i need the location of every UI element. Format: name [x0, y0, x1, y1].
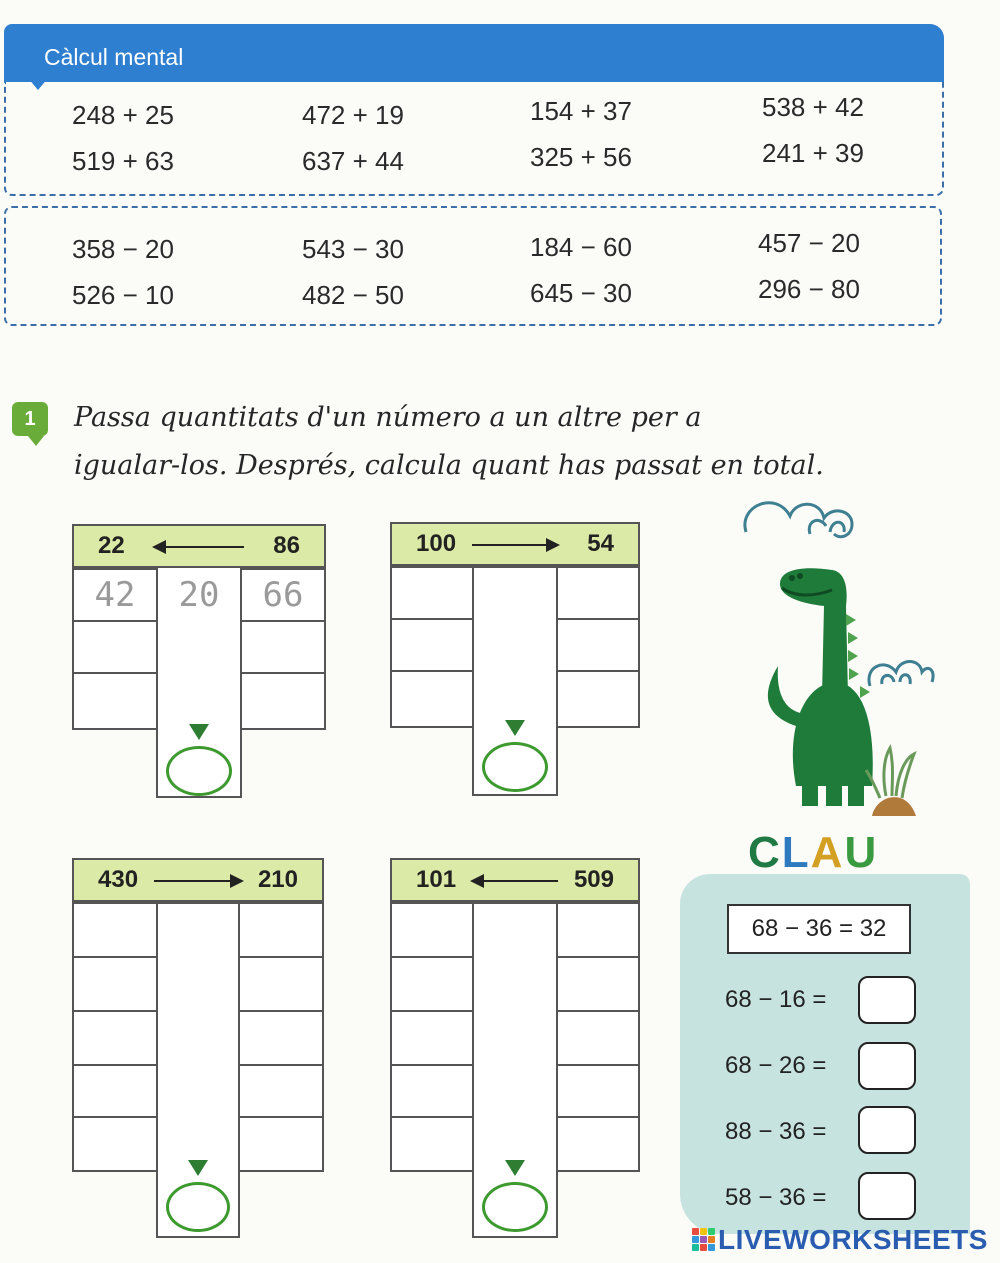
clau-expression: 88 − 36 = — [725, 1118, 827, 1145]
mental-expression: 526 − 10 — [72, 280, 174, 310]
mental-expression: 543 − 30 — [302, 234, 404, 264]
answer-cell[interactable] — [556, 566, 640, 620]
mental-expression: 519 + 63 — [72, 146, 174, 176]
total-circle[interactable] — [482, 1182, 548, 1232]
arrow-right-icon — [472, 544, 558, 546]
answer-cell[interactable] — [390, 1064, 474, 1118]
answer-cell[interactable] — [72, 1064, 158, 1118]
answer-cell[interactable] — [72, 902, 158, 958]
down-triangle-icon — [505, 1160, 525, 1176]
mental-expression: 325 + 56 — [530, 142, 632, 172]
right-number: 54 — [587, 530, 614, 557]
answer-cell[interactable] — [556, 902, 640, 958]
total-circle[interactable] — [166, 746, 232, 796]
answer-cell[interactable] — [556, 618, 640, 672]
answer-cell[interactable] — [238, 1064, 324, 1118]
mental-expression: 637 + 44 — [302, 146, 404, 176]
mental-expression: 154 + 37 — [530, 96, 632, 126]
instruction-line-2: igualar-los. Després, calcula quant has passat en total. — [74, 450, 824, 481]
left-number: 22 — [98, 532, 125, 559]
answer-cell[interactable] — [390, 1010, 474, 1066]
clau-title — [748, 828, 878, 878]
mental-expression: 472 + 19 — [302, 100, 404, 130]
arrow-right-icon — [154, 880, 242, 882]
mental-expression: 457 − 20 — [758, 228, 860, 258]
answer-cell[interactable] — [72, 1010, 158, 1066]
total-circle[interactable] — [482, 742, 548, 792]
mental-math-title: Càlcul mental — [44, 44, 184, 70]
answer-cell[interactable] — [390, 956, 474, 1012]
answer-cell[interactable] — [556, 1116, 640, 1172]
table-header — [72, 524, 326, 568]
answer-cell[interactable] — [556, 1064, 640, 1118]
dinosaur-illustration — [736, 486, 946, 826]
answer-cell[interactable] — [556, 1010, 640, 1066]
answer-cell[interactable] — [240, 672, 326, 730]
down-triangle-icon — [505, 720, 525, 736]
left-number: 101 — [416, 866, 457, 893]
clau-expression: 68 − 16 = — [725, 986, 827, 1013]
left-number: 430 — [98, 866, 139, 893]
down-triangle-icon — [188, 1160, 208, 1176]
mental-expression: 645 − 30 — [530, 278, 632, 308]
answer-cell[interactable] — [556, 670, 640, 728]
answer-cell[interactable] — [390, 670, 474, 728]
arrow-left-icon — [154, 546, 244, 548]
answer-cell[interactable] — [390, 902, 474, 958]
clau-answer-box[interactable] — [858, 1172, 916, 1220]
answer-cell[interactable] — [238, 902, 324, 958]
answer-cell[interactable]: 42 — [72, 568, 158, 622]
clau-answer-box[interactable] — [858, 1042, 916, 1090]
liveworksheets-logo-icon — [692, 1228, 714, 1252]
instruction-line-1: Passa quantitats d'un número a un altre per a — [74, 402, 702, 433]
answer-cell[interactable] — [390, 566, 474, 620]
clau-answer-box[interactable] — [858, 976, 916, 1024]
exercise-number-badge: 1 — [12, 402, 48, 436]
arrow-left-icon — [472, 880, 558, 882]
answer-cell[interactable] — [72, 1116, 158, 1172]
answer-cell[interactable] — [238, 956, 324, 1012]
right-number: 210 — [257, 866, 298, 893]
left-number: 100 — [416, 530, 457, 557]
clau-letter: A — [810, 828, 845, 877]
table-header — [390, 858, 640, 902]
table-header — [390, 522, 640, 566]
mental-expression: 248 + 25 — [72, 100, 174, 130]
clau-letter: C — [748, 828, 782, 877]
down-triangle-icon — [189, 724, 209, 740]
answer-cell[interactable]: 66 — [240, 568, 326, 622]
right-number: 509 — [573, 866, 614, 893]
answer-cell[interactable] — [390, 1116, 474, 1172]
right-number: 86 — [273, 532, 300, 559]
answer-cell[interactable] — [390, 618, 474, 672]
clau-expression: 68 − 26 = — [725, 1052, 827, 1079]
table-header — [72, 858, 324, 902]
answer-cell[interactable] — [238, 1116, 324, 1172]
clau-letter: L — [781, 828, 811, 877]
answer-cell[interactable] — [72, 956, 158, 1012]
answer-cell[interactable]: 20 — [156, 568, 242, 622]
mental-expression: 296 − 80 — [758, 274, 860, 304]
clau-letter: U — [844, 828, 879, 877]
mental-expression: 482 − 50 — [302, 280, 404, 310]
mental-expression: 184 − 60 — [530, 232, 632, 262]
answer-cell[interactable] — [72, 620, 158, 674]
clau-answer-box[interactable] — [858, 1106, 916, 1154]
answer-cell[interactable] — [238, 1010, 324, 1066]
answer-cell[interactable] — [72, 672, 158, 730]
answer-cell[interactable] — [556, 956, 640, 1012]
mental-expression: 358 − 20 — [72, 234, 174, 264]
mental-expression: 538 + 42 — [762, 92, 864, 122]
clau-expression: 58 − 36 = — [725, 1184, 827, 1211]
total-circle[interactable] — [166, 1182, 230, 1232]
clau-example: 68 − 36 = 32 — [727, 904, 911, 954]
watermark: LIVEWORKSHEETS — [718, 1224, 988, 1255]
answer-cell[interactable] — [240, 620, 326, 674]
mental-expression: 241 + 39 — [762, 138, 864, 168]
